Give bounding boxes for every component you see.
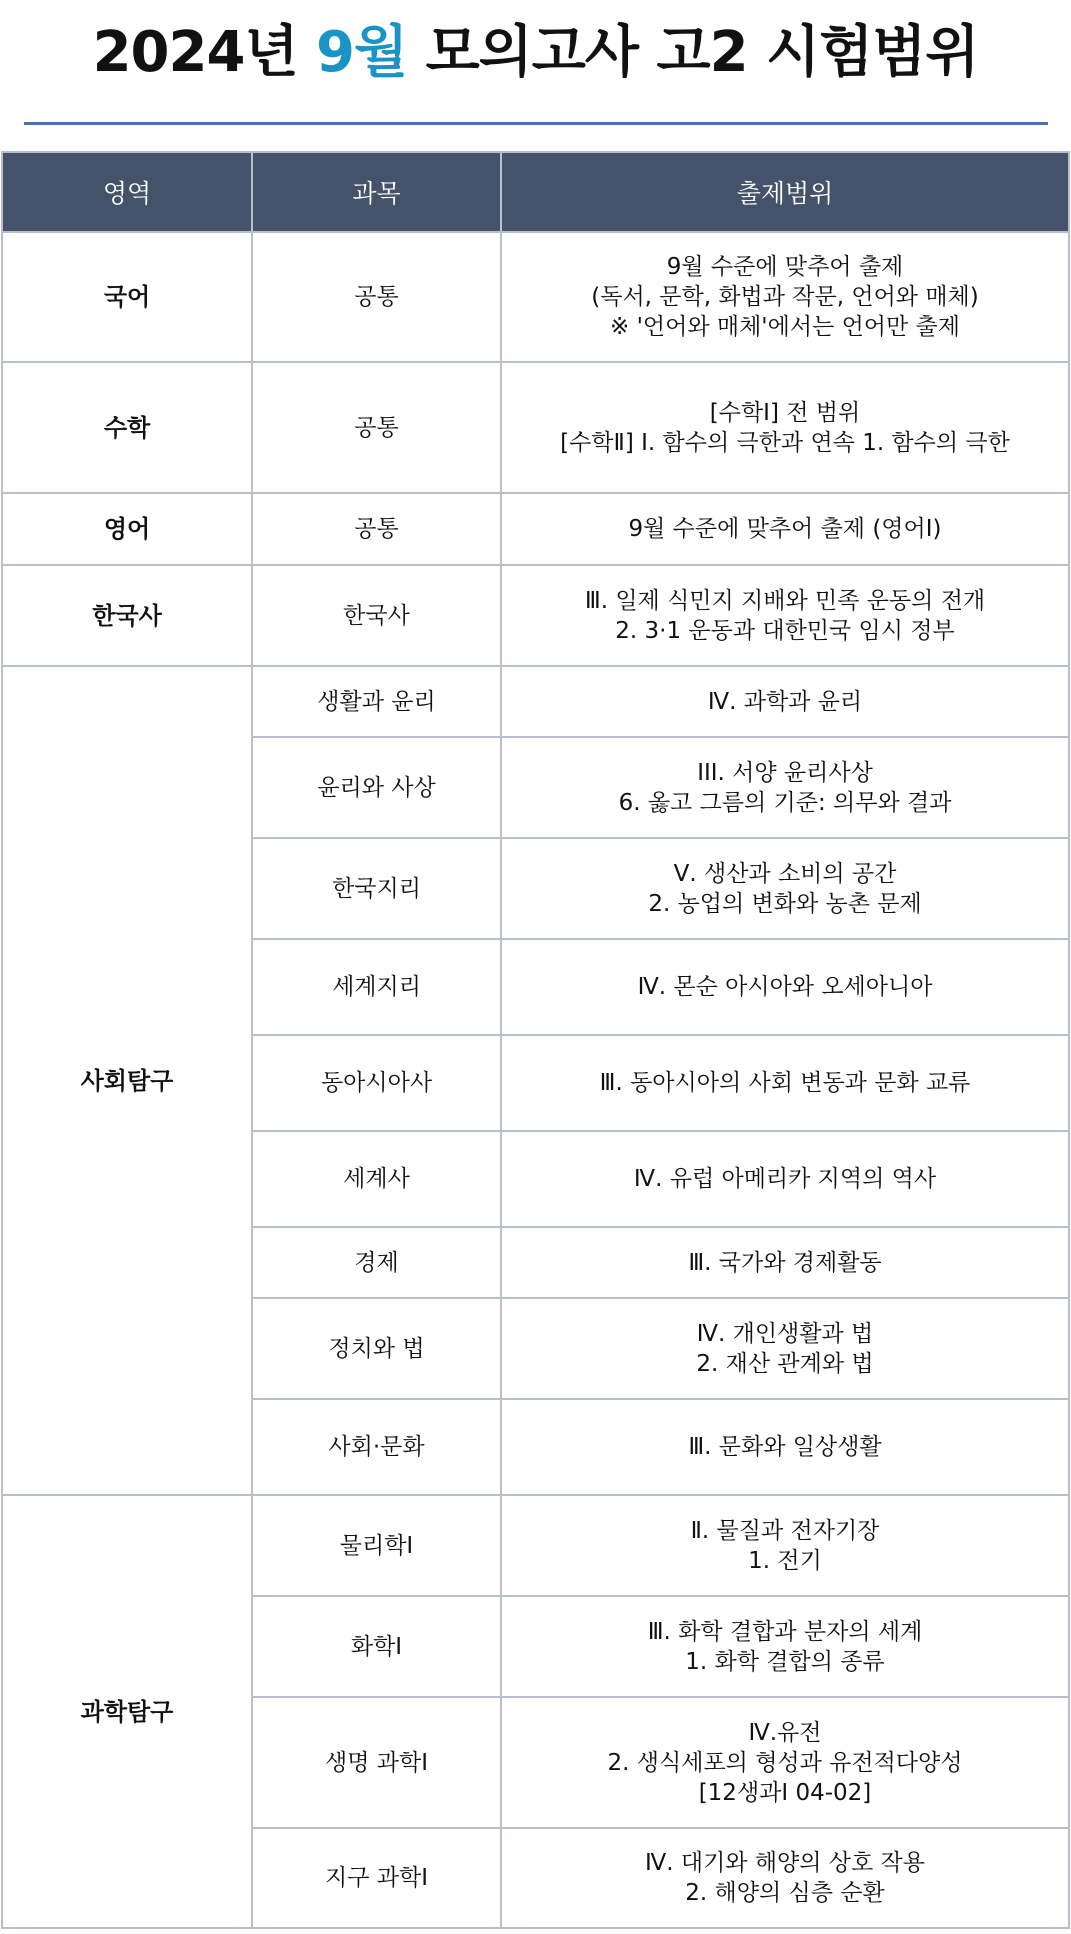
range-cell [501, 838, 1069, 939]
range-line: III. 서양 윤리사상 [697, 759, 873, 786]
subject-cell: 지구 과학Ⅰ [252, 1828, 501, 1928]
range-cell [501, 362, 1069, 493]
subject-cell: 공통 [252, 232, 501, 362]
subject-cell: 사회·문화 [252, 1399, 501, 1495]
range-cell [501, 1495, 1069, 1596]
range-cell [501, 1828, 1069, 1928]
range-line: 9월 수준에 맞추어 출제 (영어Ⅰ) [628, 516, 942, 542]
subject-cell: 한국지리 [252, 838, 501, 939]
range-line: Ⅲ. 동아시아의 사회 변동과 문화 교류 [599, 1070, 971, 1096]
range-cell [501, 666, 1069, 737]
range-cell [501, 737, 1069, 838]
range-line: Ⅲ. 일제 식민지 지배와 민족 운동의 전개 [584, 587, 986, 614]
range-line: Ⅱ. 물질과 전자기장 [690, 1517, 880, 1544]
table-header-row [2, 152, 1069, 232]
range-line: Ⅳ. 개인생활과 법 [696, 1320, 874, 1347]
range-cell [501, 1399, 1069, 1495]
range-line: 2. 농업의 변화와 농촌 문제 [648, 890, 922, 917]
range-line: Ⅳ. 과학과 윤리 [707, 688, 863, 715]
range-line: 2. 생식세포의 형성과 유전적다양성 [607, 1749, 963, 1776]
subject-cell: 윤리와 사상 [252, 737, 501, 838]
range-line: Ⅲ. 국가와 경제활동 [688, 1249, 882, 1276]
range-cell [501, 232, 1069, 362]
range-line: Ⅲ. 문화와 일상생활 [688, 1434, 882, 1460]
range-line: Ⅳ. 몬순 아시아와 오세아니아 [637, 974, 933, 1000]
area-cell: 수학 [2, 362, 252, 493]
table-row [2, 565, 1069, 666]
subject-cell: 물리학Ⅰ [252, 1495, 501, 1596]
title-month: 9월 [316, 20, 408, 85]
area-cell: 과학탐구 [2, 1495, 252, 1928]
range-line: 1. 전기 [748, 1547, 822, 1574]
range-cell [501, 1131, 1069, 1227]
table-row [2, 666, 1069, 737]
header-range: 출제범위 [501, 152, 1069, 232]
range-line: [12생과Ⅰ 04-02] [698, 1779, 872, 1806]
area-cell: 영어 [2, 493, 252, 565]
range-line: [수학Ⅱ] Ⅰ. 함수의 극한과 연속 1. 함수의 극한 [560, 429, 1010, 456]
range-cell [501, 1035, 1069, 1131]
subject-cell: 정치와 법 [252, 1298, 501, 1399]
table-row [2, 1495, 1069, 1596]
area-cell: 사회탐구 [2, 666, 252, 1495]
range-cell [501, 1697, 1069, 1828]
area-cell: 국어 [2, 232, 252, 362]
subject-cell: 한국사 [252, 565, 501, 666]
range-cell [501, 1596, 1069, 1697]
exam-range-table [1, 151, 1070, 1929]
subject-cell: 동아시아사 [252, 1035, 501, 1131]
range-line: 2. 해양의 심층 순환 [685, 1880, 885, 1906]
range-cell [501, 565, 1069, 666]
range-line: 6. 옳고 그름의 기준: 의무와 결과 [618, 789, 952, 816]
range-cell [501, 1298, 1069, 1399]
subject-cell: 세계사 [252, 1131, 501, 1227]
table-row [2, 493, 1069, 565]
range-line: Ⅳ.유전 [748, 1719, 822, 1746]
range-line: 2. 재산 관계와 법 [696, 1350, 874, 1377]
range-line: ※ '언어와 매체'에서는 언어만 출제 [610, 314, 960, 340]
area-cell: 한국사 [2, 565, 252, 666]
table-row [2, 362, 1069, 493]
title-suffix: 모의고사 고2 시험범위 [407, 20, 979, 85]
subject-cell: 화학Ⅰ [252, 1596, 501, 1697]
title-prefix: 2024년 [92, 20, 317, 85]
table-row [2, 232, 1069, 362]
page-title [0, 18, 1071, 88]
range-cell [501, 493, 1069, 565]
range-line: 9월 수준에 맞추어 출제 [666, 254, 904, 280]
range-cell [501, 1227, 1069, 1298]
subject-cell: 세계지리 [252, 939, 501, 1035]
subject-cell: 공통 [252, 493, 501, 565]
range-line: (독서, 문학, 화법과 작문, 언어와 매체) [591, 284, 979, 310]
range-line: Ⅳ. 유럽 아메리카 지역의 역사 [633, 1166, 937, 1192]
header-subject: 과목 [252, 152, 501, 232]
subject-cell: 생활과 윤리 [252, 666, 501, 737]
subject-cell: 공통 [252, 362, 501, 493]
range-line: [수학Ⅰ] 전 범위 [709, 399, 861, 426]
subject-cell: 생명 과학Ⅰ [252, 1697, 501, 1828]
range-line: 2. 3·1 운동과 대한민국 임시 정부 [615, 617, 955, 644]
subject-cell: 경제 [252, 1227, 501, 1298]
title-divider [24, 122, 1048, 125]
range-line: 1. 화학 결합의 종류 [685, 1648, 885, 1675]
range-line: Ⅴ. 생산과 소비의 공간 [673, 860, 897, 887]
range-line: Ⅲ. 화학 결합과 분자의 세계 [647, 1618, 923, 1645]
header-area: 영역 [2, 152, 252, 232]
range-cell [501, 939, 1069, 1035]
range-line: Ⅳ. 대기와 해양의 상호 작용 [645, 1850, 925, 1876]
